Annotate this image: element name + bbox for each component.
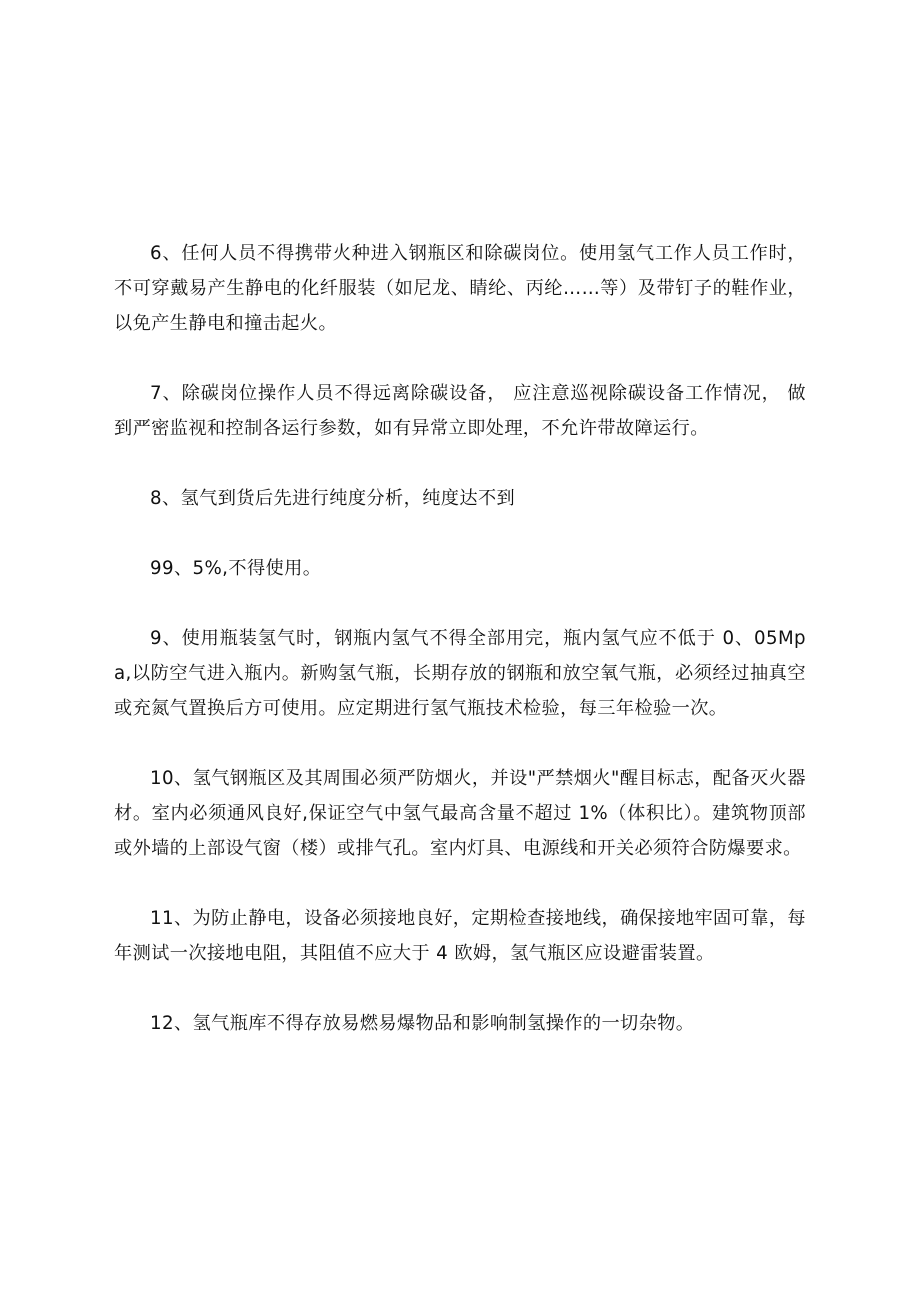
paragraph-item-8-continued: 99、5%,不得使用。 <box>150 558 322 579</box>
paragraph-item-9: 9、使用瓶装氢气时，钢瓶内氢气不得全部用完，瓶内氢气应不低于 0、05Mpa,以防空气进入瓶内。新购氢气瓶，长期存放的钢瓶和放空氧气瓶，必须经过抽真空或充氮气置换后方可使用。应定期进行氢气瓶技术检验，每三年检验一次。 <box>114 628 806 719</box>
paragraph-item-7: 7、除碳岗位操作人员不得远离除碳设备， 应注意巡视除碳设备工作情况， 做到严密监视和控制各运行参数，如有异常立即处理，不允许带故障运行。 <box>114 383 806 439</box>
paragraph-item-6: 6、任何人员不得携带火种进入钢瓶区和除碳岗位。使用氢气工作人员工作时，不可穿戴易产生静电的化纤服装（如尼龙、睛纶、丙纶……等）及带钉子的鞋作业，以免产生静电和撞击起火。 <box>114 243 806 334</box>
paragraph-item-10: 10、氢气钢瓶区及其周围必须严防烟火，并设"严禁烟火"醒目标志，配备灭火器材。室内必须通风良好,保证空气中氢气最高含量不超过 1%（体积比）。建筑物顶部或外墙的上部设气窗（楼）或排气孔。室内灯具、电源线和开关必须符合防爆要求。 <box>114 768 806 859</box>
document-body <box>114 236 806 1076</box>
paragraph-item-11: 11、为防止静电，设备必须接地良好，定期检查接地线，确保接地牢固可靠，每年测试一次接地电阻，其阻值不应大于 4 欧姆，氢气瓶区应设避雷装置。 <box>114 908 806 964</box>
paragraph-item-12: 12、氢气瓶库不得存放易燃易爆物品和影响制氢操作的一切杂物。 <box>150 1013 695 1034</box>
paragraph-item-8: 8、氢气到货后先进行纯度分析，纯度达不到 <box>150 488 516 509</box>
